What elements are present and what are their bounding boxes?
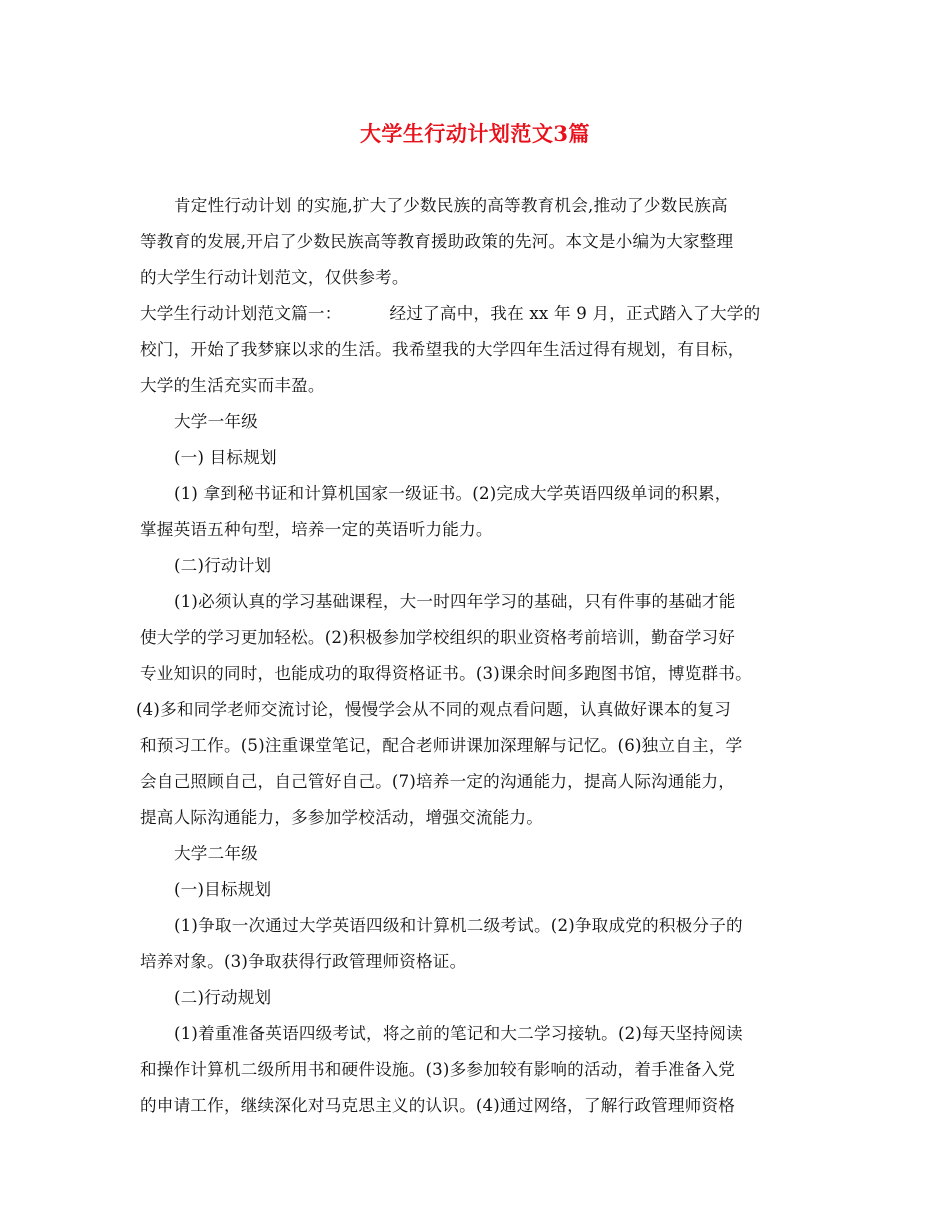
paragraph-line: 提高人际沟通能力，多参加学校活动，增强交流能力。 xyxy=(140,808,544,827)
section-heading: 大学一年级 xyxy=(174,412,258,431)
paragraph-line: 培养对象。(3)争取获得行政管理师资格证。 xyxy=(140,952,467,971)
paragraph-line: (1)着重准备英语四级考试，将之前的笔记和大二学习接轨。(2)每天坚持阅读 xyxy=(174,1024,743,1043)
paragraph-line: (1)必须认真的学习基础课程，大一时四年学习的基础，只有件事的基础才能 xyxy=(174,592,736,611)
paragraph-line: 专业知识的同时，也能成功的取得资格证书。(3)课余时间多跑图书馆，博览群书。 xyxy=(140,664,752,683)
paragraph-line: 校门，开始了我梦寐以求的生活。我希望我的大学四年生活过得有规划，有目标， xyxy=(140,340,745,359)
paragraph-line: 肯定性行动计划 的实施,扩大了少数民族的高等教育机会,推动了少数民族高 xyxy=(174,196,728,215)
paragraph-line: (1)争取一次通过大学英语四级和计算机二级考试。(2)争取成党的积极分子的 xyxy=(174,916,743,935)
paragraph-line: 大学的生活充实而丰盈。 xyxy=(140,376,325,395)
paragraph-text: 经过了高中，我在 xx 年 9 月，正式踏入了大学的 xyxy=(389,304,761,323)
document-body xyxy=(136,188,816,1124)
paragraph-line: 和预习工作。(5)注重课堂笔记，配合老师讲课加深理解与记忆。(6)独立自主，学 xyxy=(140,736,743,755)
subsection-heading: (一) 目标规划 xyxy=(174,448,277,467)
paragraph-line: 使大学的学习更加轻松。(2)积极参加学校组织的职业资格考前培训，勤奋学习好 xyxy=(140,628,736,647)
document-title: 大学生行动计划范文3篇 xyxy=(359,121,591,146)
section-heading: 大学生行动计划范文篇一： xyxy=(140,304,342,323)
paragraph-line: 会自己照顾自己，自己管好自己。(7)培养一定的沟通能力，提高人际沟通能力， xyxy=(140,772,736,791)
subsection-heading: (二)行动计划 xyxy=(174,556,272,575)
section-heading: 大学二年级 xyxy=(174,844,258,863)
paragraph-line: 的大学生行动计划范文，仅供参考。 xyxy=(140,268,409,287)
paragraph-line: 和操作计算机二级所用书和硬件设施。(3)多参加较有影响的活动，着手准备入党 xyxy=(140,1060,736,1079)
paragraph-line: (4)多和同学老师交流讨论，慢慢学会从不同的观点看问题，认真做好课本的复习 xyxy=(136,700,732,719)
paragraph-line: 掌握英语五种句型，培养一定的英语听力能力。 xyxy=(140,520,493,539)
paragraph-line: (1) 拿到秘书证和计算机国家一级证书。(2)完成大学英语四级单词的积累， xyxy=(174,484,732,503)
paragraph-line xyxy=(140,296,816,332)
paragraph-line: 等教育的发展,开启了少数民族高等教育援助政策的先河。本文是小编为大家整理 xyxy=(140,232,734,251)
subsection-heading: (二)行动规划 xyxy=(174,988,272,1007)
subsection-heading: (一)目标规划 xyxy=(174,880,272,899)
paragraph-line: 的申请工作，继续深化对马克思主义的认识。(4)通过网络，了解行政管理师资格 xyxy=(140,1096,736,1115)
